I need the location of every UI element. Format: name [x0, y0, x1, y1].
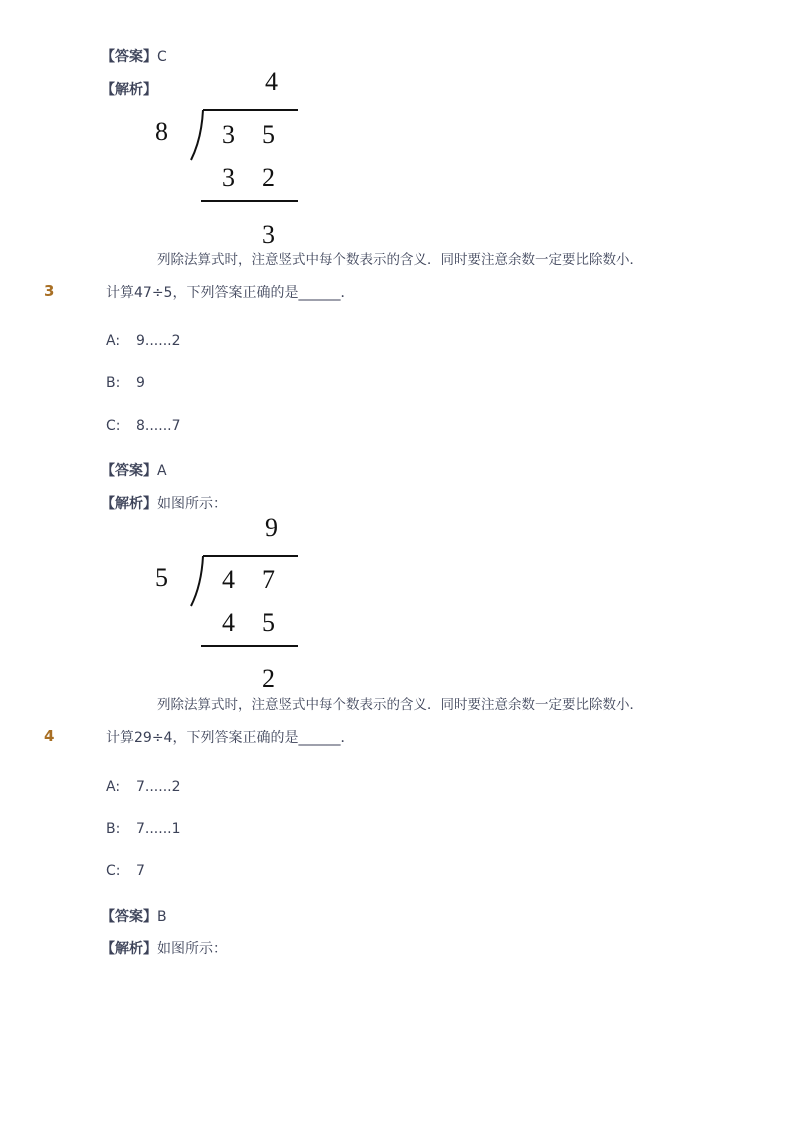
question-text: 计算29÷4，下列答案正确的是______．: [106, 730, 355, 746]
analysis-text: 如图所示：: [157, 496, 227, 512]
option-b[interactable]: [106, 375, 145, 391]
division-dividend-digit: 7: [262, 565, 275, 594]
answer-line: [101, 460, 167, 480]
division-quotient: 4: [265, 67, 278, 96]
option-value: 9: [136, 375, 145, 391]
division-dividend-digit: 5: [262, 120, 275, 149]
option-label: C:: [106, 863, 121, 879]
question-text: 计算47÷5，下列答案正确的是______．: [106, 285, 355, 301]
division-dividend-digit: 4: [222, 565, 235, 594]
option-value: 8......7: [136, 418, 181, 434]
analysis-line: [101, 938, 227, 958]
analysis-line: [101, 493, 227, 513]
option-label: C:: [106, 418, 121, 434]
division-product-digit: 5: [262, 608, 275, 637]
answer-label: 【答案】: [101, 463, 157, 479]
answer-line: [101, 46, 167, 66]
division-remainder: 3: [262, 220, 275, 249]
option-value: 7: [136, 863, 145, 879]
analysis-text: 如图所示：: [157, 941, 227, 957]
option-b[interactable]: [106, 821, 181, 837]
division-bracket-top: [203, 555, 298, 557]
answer-value: A: [157, 463, 167, 479]
division-bracket-curve: [188, 108, 208, 164]
question-number: 3: [44, 282, 55, 300]
question-number: 4: [44, 727, 55, 745]
option-c[interactable]: [106, 863, 145, 879]
division-divisor: 8: [155, 117, 168, 146]
division-dividend-digit: 3: [222, 120, 235, 149]
analysis-label: 【解析】: [101, 941, 157, 957]
analysis-note: 列除法算式时，注意竖式中每个数表示的含义．同时要注意余数一定要比除数小．: [157, 252, 643, 268]
division-remainder: 2: [262, 664, 275, 693]
division-product-digit: 2: [262, 163, 275, 192]
answer-label: 【答案】: [101, 909, 157, 925]
option-a[interactable]: [106, 779, 181, 795]
division-quotient: 9: [265, 513, 278, 542]
division-divisor: 5: [155, 563, 168, 592]
division-bracket-top: [203, 109, 298, 111]
option-a[interactable]: [106, 333, 181, 349]
division-product-digit: 4: [222, 608, 235, 637]
answer-value: C: [157, 49, 167, 65]
analysis-label: 【解析】: [101, 82, 157, 98]
answer-label: 【答案】: [101, 49, 157, 65]
option-label: A:: [106, 779, 121, 795]
analysis-label: 【解析】: [101, 496, 157, 512]
option-label: A:: [106, 333, 121, 349]
option-value: 7......1: [136, 821, 181, 837]
option-label: B:: [106, 375, 121, 391]
option-c[interactable]: [106, 418, 181, 434]
option-value: 7......2: [136, 779, 181, 795]
option-value: 9......2: [136, 333, 181, 349]
division-subtract-line: [201, 645, 298, 647]
division-product-digit: 3: [222, 163, 235, 192]
answer-line: [101, 906, 167, 926]
analysis-line: [101, 79, 157, 99]
option-label: B:: [106, 821, 121, 837]
analysis-note: 列除法算式时，注意竖式中每个数表示的含义．同时要注意余数一定要比除数小．: [157, 697, 643, 713]
division-subtract-line: [201, 200, 298, 202]
division-bracket-curve: [188, 554, 208, 610]
answer-value: B: [157, 909, 167, 925]
